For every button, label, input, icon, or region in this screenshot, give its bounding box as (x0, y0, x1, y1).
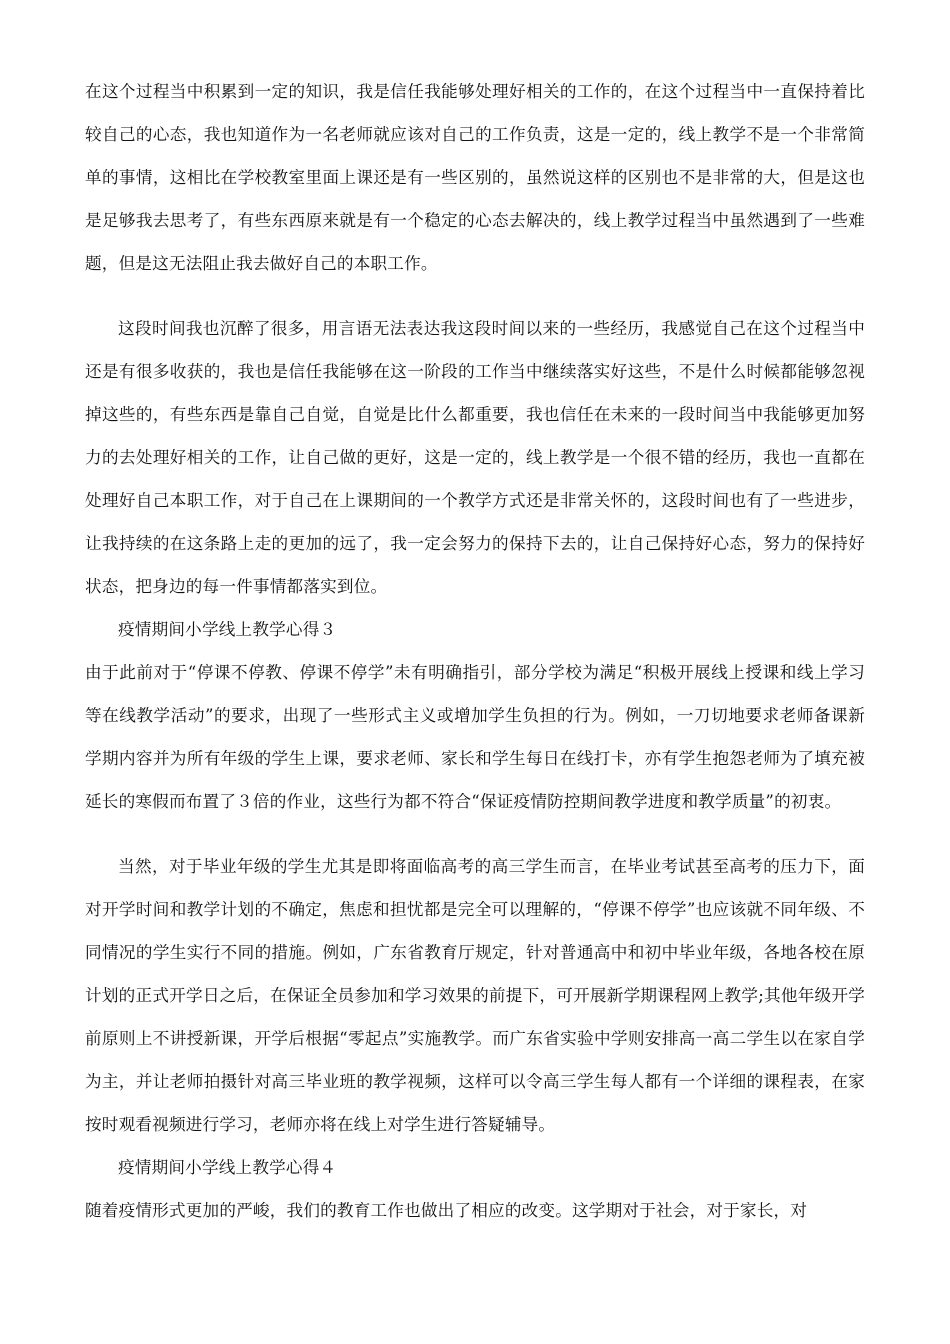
document-page (85, 70, 865, 1232)
paragraph-2: 这段时间我也沉醉了很多，用言语无法表达我这段时间以来的一些经历，我感觉自己在这个过程当中还是有很多收获的，我也是信任我能够在这一阶段的工作当中继续落实好这些，不是什么时候都能够忽视掉这些的，有些东西是靠自己自觉，自觉是比什么都重要，我也信任在未来的一段时间当中我能够更加努力的去处理好相关的工作，让自己做的更好，这是一定的，线上教学是一个很不错的经历，我也一直都在处理好自己本职工作，对于自己在上课期间的一个教学方式还是非常关怀的，这段时间也有了一些进步，让我持续的在这条路上走的更加的远了，我一定会努力的保持下去的，让自己保持好心态，努力的保持好状态，把身边的每一件事情都落实到位。 (85, 319, 865, 596)
paragraph-4: 当然，对于毕业年级的学生尤其是即将面临高考的高三学生而言，在毕业考试甚至高考的压力下，面对开学时间和教学计划的不确定，焦虑和担忧都是完全可以理解的，“停课不停学”也应该就不同年级、不同情况的学生实行不同的措施。例如，广东省教育厅规定，针对普通高中和初中毕业年级，各地各校在原计划的正式开学日之后，在保证全员参加和学习效果的前提下，可开展新学期课程网上教学;其他年级开学前原则上不讲授新课，开学后根据“零起点”实施教学。而广东省实验中学则安排高一高二学生以在家自学为主，并让老师拍摄针对高三毕业班的教学视频，这样可以令高三学生每人都有一个详细的课程表，在家按时观看视频进行学习，老师亦将在线上对学生进行答疑辅导。 (85, 857, 865, 1134)
paragraph-1: 在这个过程当中积累到一定的知识，我是信任我能够处理好相关的工作的，在这个过程当中一直保持着比较自己的心态，我也知道作为一名老师就应该对自己的工作负责，这是一定的，线上教学不是一个非常简单的事情，这相比在学校教室里面上课还是有一些区别的，虽然说这样的区别也不是非常的大，但是这也是足够我去思考了，有些东西原来就是有一个稳定的心态去解决的，线上教学过程当中虽然遇到了一些难题，但是这无法阻止我去做好自己的本职工作。 (85, 82, 865, 273)
section-heading-3: 疫情期间小学线上教学心得３ (118, 620, 337, 639)
section-heading-4: 疫情期间小学线上教学心得４ (118, 1158, 337, 1177)
paragraph-3: 由于此前对于“停课不停教、停课不停学”未有明确指引，部分学校为满足“积极开展线上授课和线上学习等在线教学活动”的要求，出现了一些形式主义或增加学生负担的行为。例如，一刀切地要求老师备课新学期内容并为所有年级的学生上课，要求老师、家长和学生每日在线打卡，亦有学生抱怨老师为了填充被延长的寒假而布置了３倍的作业，这些行为都不符合“保证疫情防控期间教学进度和教学质量”的初衷。 (85, 663, 865, 811)
paragraph-5: 随着疫情形式更加的严峻，我们的教育工作也做出了相应的改变。这学期对于社会，对于家长，对 (85, 1201, 808, 1220)
